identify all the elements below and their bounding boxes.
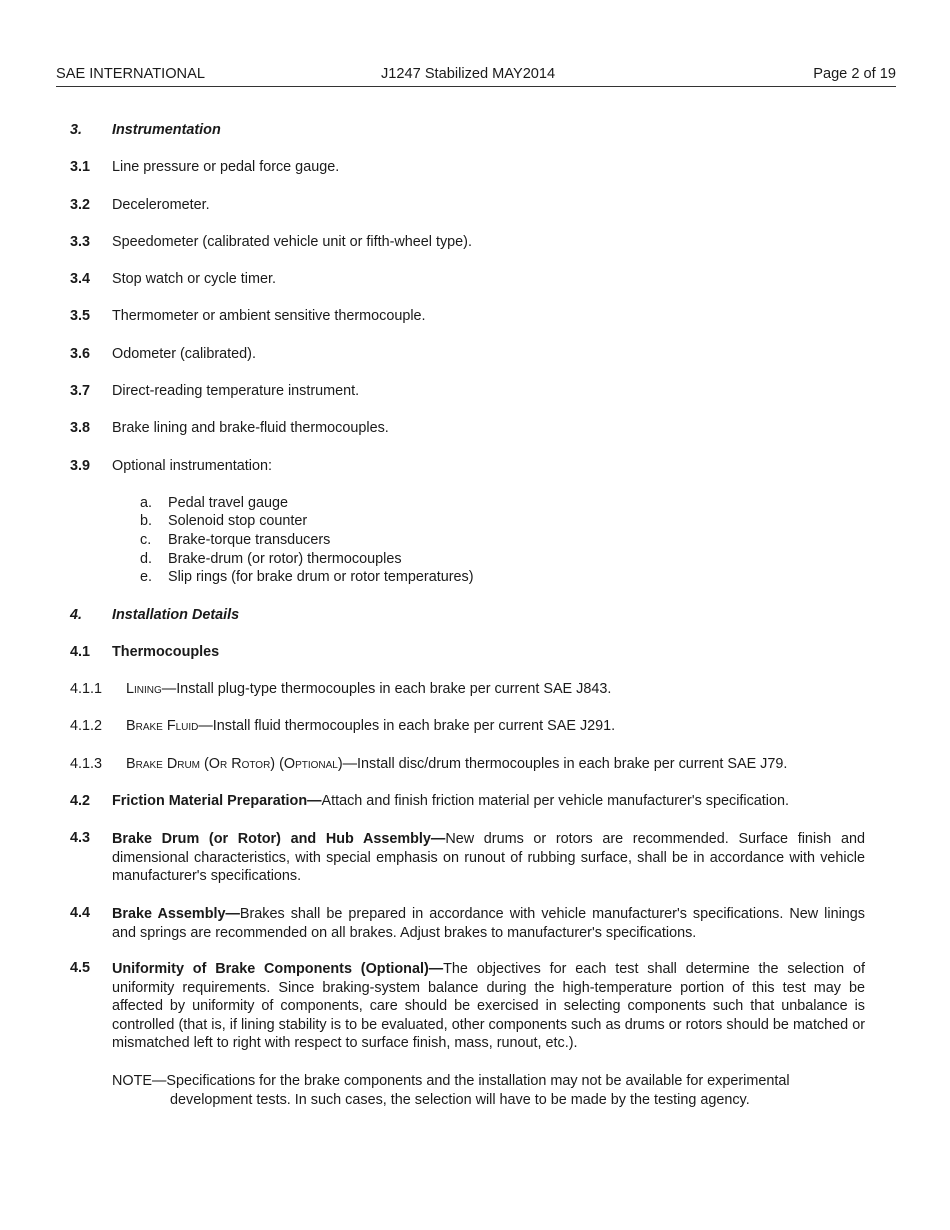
section-4-4-paragraph: Brake Assembly—Brakes shall be prepared in accordance with vehicle manufacturer's specifications. New linings and springs are recommended on all brakes. Adjust brakes to manufacturer's specifications. [112,906,865,941]
header-page-number: Page 2 of 19 [813,66,896,82]
section-3-title: Instrumentation [112,122,221,138]
header-org: SAE INTERNATIONAL [56,66,205,82]
page-header [56,66,896,87]
header-doc-id: J1247 Stabilized MAY2014 [381,66,556,82]
section-4-title: Installation Details [112,607,240,623]
note-paragraph: NOTE—Specifications for the brake components and the installation may not be available for experimental development tests. In such cases, the selection will have to be made by the testing agency. [112,1073,790,1108]
section-4-5-paragraph: Uniformity of Brake Components (Optional)—The objectives for each test shall determine the selection of uniformity requirements. Since braking-system balance during the high-temperature portion of this test may be affected by uniformity of components, care should be exercised in selecting components such that unbalance is controlled (that is, if lining stability is to be evaluated, other components such as drums or rotors should be matched or mismatched left to right with respect to surface finish, mass, runout, etc.). [112,961,865,1052]
section-4-3-paragraph: Brake Drum (or Rotor) and Hub Assembly—New drums or rotors are recommended. Surface finish and dimensional characteristics, with special emphasis on runout of rubbing surface, shall be in accordance with vehicle manufacturer's specifications. [112,831,865,885]
